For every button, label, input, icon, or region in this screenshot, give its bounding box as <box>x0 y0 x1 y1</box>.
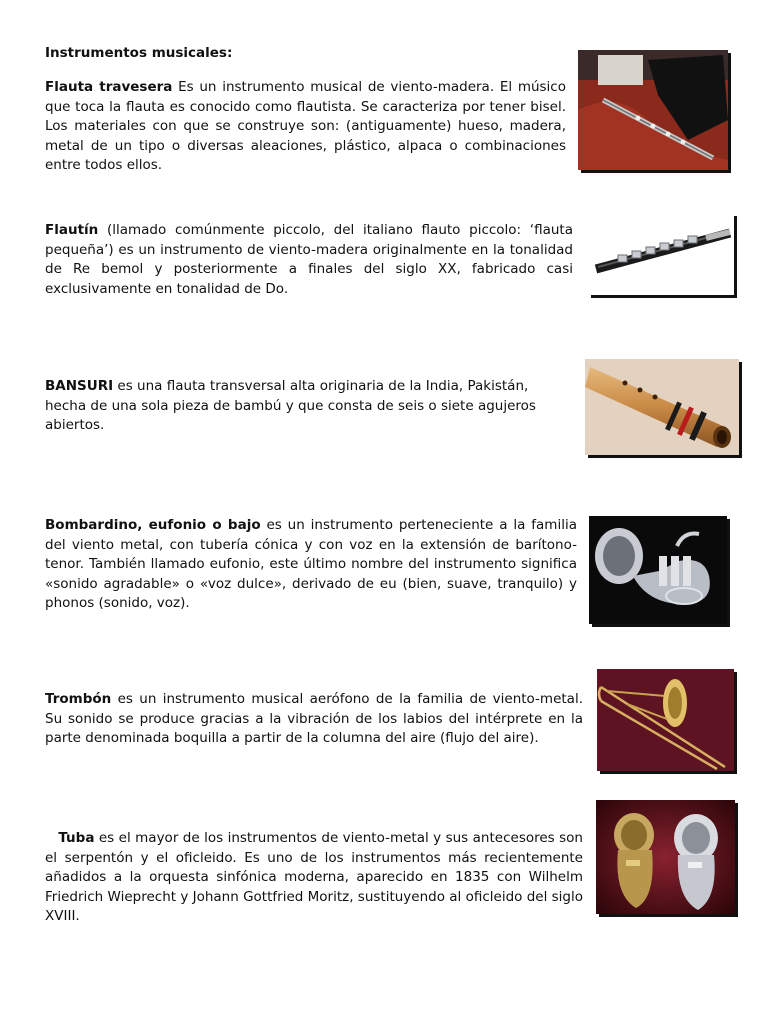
flute-photo-icon <box>578 50 728 170</box>
entry-term: Flauta travesera <box>45 79 173 95</box>
entry-description: es una flauta transversal alta originaria de la India, Pakistán, hecha de una sola pieza de bambú y que consta de seis o siete agujeros abiertos. <box>45 378 536 433</box>
entry-term: Flautín <box>45 222 99 238</box>
entry-description: Es un instrumento musical de viento-madera. El músico que toca la flauta es conocido como flautista. Se caracteriza por tener bisel. Los materiales con que se construye son: (antiguamente) hueso, madera, metal de un tipo o diversas aleaciones, plástico, alpaca o combinaciones entre todos ellos. <box>45 79 566 173</box>
entry-term: BANSURI <box>45 378 114 394</box>
entry-description: es un instrumento perteneciente a la familia del viento metal, con tubería cónica y con voz en la extensión de barítono-tenor. También llamado eufonio, este último nombre del instrumento significa «sonido agradable» o «voz dulce», derivado de eu (bien, suave, tranquilo) y phonos (sonido, voz). <box>45 517 577 611</box>
entry-term: Tuba <box>58 830 95 846</box>
entry-trombon <box>45 690 583 749</box>
entry-description: es el mayor de los instrumentos de viento-metal y sus antecesores son el serpentón y el oficleido. Es uno de los instrumentos más recientemente añadidos a la orquesta sinfónica moderna, aparecido en 1835 con Wilhelm Friedrich Wieprecht y Johann Gottfried Moritz, sustituyendo al oficleido del siglo XVIII. <box>45 830 583 924</box>
entry-bansuri <box>45 377 565 436</box>
entry-term: Bombardino, eufonio o bajo <box>45 517 261 533</box>
euphonium-photo-icon <box>589 516 727 624</box>
entry-tuba <box>45 829 583 927</box>
entry-term: Trombón <box>45 691 112 707</box>
tuba-photo-icon <box>596 800 735 914</box>
entry-flauta-travesera <box>45 78 566 176</box>
bansuri-photo-icon <box>585 359 739 455</box>
piccolo-photo-icon <box>588 213 734 295</box>
entry-description: es un instrumento musical aerófono de la familia de viento-metal. Su sonido se produce gracias a la vibración de los labios del intérprete en la parte denominada boquilla a partir de la columna del aire (flujo del aire). <box>45 691 583 746</box>
entry-bombardino <box>45 516 577 614</box>
entry-description: (llamado comúnmente piccolo, del italiano flauto piccolo: ‘flauta pequeña’) es un instrumento de viento-madera originalmente en la tonalidad de Re bemol y posteriormente a finales del siglo XX, fabricado casi exclusivamente en tonalidad de Do. <box>45 222 573 297</box>
entry-flautin <box>45 221 573 299</box>
document-title: Instrumentos musicales: <box>45 45 233 61</box>
trombone-photo-icon <box>597 669 734 771</box>
